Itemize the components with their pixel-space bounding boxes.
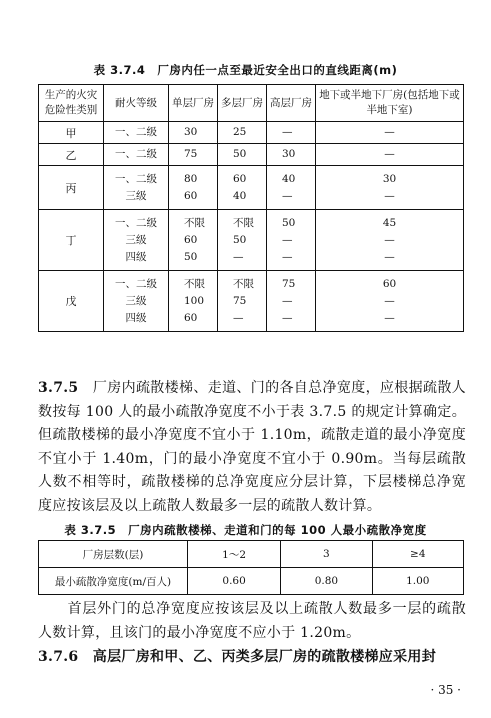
grade-value: 三级 (125, 233, 147, 246)
multi-storey-value: 75 (233, 294, 247, 307)
grade-value: 三级 (125, 294, 147, 307)
table-3-7-4 (38, 84, 464, 332)
hazard-class-cell: 甲 (39, 122, 104, 144)
table-3-7-5-caption: 表 3.7.5 厂房内疏散楼梯、走道和门的每 100 人最小疏散净宽度 (64, 523, 427, 537)
section-text: 厂房内疏散楼梯、走道、门的各自总净宽度，应根据疏散人数按每 100 人的最小疏散净宽度不小于表 3.7.5 的规定计算确定。但疏散楼梯的最小净宽度不宜小于 1.10m，疏散走道的最小净宽度不宜小于 1.40m，门的最小净宽度不宜小于 0.90m。当每层疏散人数不相等时，疏散楼梯的总净宽度应分层计算，下层楼梯总净宽度应按该层及以上疏散人数最多一层的疏散人数计算。 (38, 380, 466, 514)
value-floors-3: 0.80 (281, 568, 372, 595)
section-text: 高层厂房和甲、乙、丙类多层厂房的疏散楼梯应采用封 (92, 649, 436, 665)
single-storey-value: 不限 (184, 277, 205, 290)
table-3-7-5 (38, 540, 464, 595)
table-3-7-4-body (39, 122, 464, 332)
high-rise-value: 50 (282, 216, 296, 229)
underground-value: — (384, 250, 395, 263)
header-fire-grade: 耐火等级 (104, 85, 169, 122)
hazard-class-cell: 乙 (39, 144, 104, 166)
high-rise-cell (267, 166, 316, 210)
table-row (39, 541, 464, 568)
high-rise-value: — (282, 250, 293, 263)
header-floors: 厂房层数(层) (39, 541, 188, 568)
single-storey-cell (169, 144, 218, 166)
single-storey-cell (169, 122, 218, 144)
col-floors-4plus: ≥4 (372, 541, 463, 568)
high-rise-cell (267, 271, 316, 332)
multi-storey-value: 60 (233, 172, 247, 185)
underground-cell (316, 166, 464, 210)
multi-storey-value: 50 (233, 233, 247, 246)
table-row (39, 271, 464, 332)
table-row (39, 210, 464, 271)
grade-value: 一、二级 (115, 277, 157, 290)
grade-value: 四级 (125, 311, 147, 324)
table-row (39, 166, 464, 210)
section-number: 3.7.6 (38, 649, 79, 665)
high-rise-value: — (282, 233, 293, 246)
single-storey-cell (169, 271, 218, 332)
multi-storey-value: — (233, 311, 244, 324)
underground-cell (316, 271, 464, 332)
single-storey-cell (169, 166, 218, 210)
grade-value: 三级 (125, 189, 147, 202)
underground-cell (316, 144, 464, 166)
col-floors-3: 3 (281, 541, 372, 568)
single-storey-value: 100 (184, 294, 205, 307)
underground-value: — (384, 311, 395, 324)
header-high-rise: 高层厂房 (267, 85, 316, 122)
row-min-width-label: 最小疏散净宽度(m/百人) (39, 568, 188, 595)
section-3-7-5 (38, 377, 466, 518)
underground-value: — (384, 294, 395, 307)
single-storey-value: 60 (184, 233, 198, 246)
paragraph-ground-floor-exit (38, 598, 466, 645)
header-multi-storey: 多层厂房 (218, 85, 267, 122)
grade-cell (104, 210, 169, 271)
hazard-class-cell: 丙 (39, 166, 104, 210)
high-rise-cell (267, 144, 316, 166)
table-row (39, 568, 464, 595)
multi-storey-cell (218, 122, 267, 144)
table-row (39, 144, 464, 166)
single-storey-cell (169, 210, 218, 271)
underground-value: 60 (382, 277, 397, 290)
header-single-storey: 单层厂房 (169, 85, 218, 122)
single-storey-value: 60 (184, 311, 198, 324)
multi-storey-cell (218, 144, 267, 166)
grade-cell (104, 122, 169, 144)
multi-storey-value: 50 (233, 148, 247, 160)
underground-cell (316, 210, 464, 271)
high-rise-value: 40 (282, 172, 296, 185)
header-underground: 地下或半地下厂房(包括地下或半地下室) (316, 85, 464, 122)
high-rise-value: 30 (282, 148, 296, 160)
value-floors-1-2: 0.60 (188, 568, 281, 595)
single-storey-value: 30 (184, 126, 198, 138)
high-rise-value: — (282, 126, 293, 138)
underground-value: 45 (382, 216, 397, 229)
multi-storey-cell (218, 210, 267, 271)
hazard-class-cell: 丁 (39, 210, 104, 271)
multi-storey-cell (218, 271, 267, 332)
grade-value: 一、二级 (115, 172, 157, 185)
single-storey-value: 80 (184, 172, 198, 185)
grade-cell (104, 144, 169, 166)
single-storey-value: 60 (184, 189, 198, 202)
hazard-class-cell: 戊 (39, 271, 104, 332)
col-floors-1-2: 1～2 (188, 541, 281, 568)
grade-value: 四级 (125, 250, 147, 263)
high-rise-value: 75 (282, 277, 296, 290)
table-3-7-4-caption: 表 3.7.4 厂房内任一点至最近安全出口的直线距离(m) (93, 63, 398, 77)
high-rise-value: — (282, 311, 293, 324)
underground-value: — (384, 148, 395, 160)
grade-cell (104, 166, 169, 210)
paragraph-text: 首层外门的总净宽度应按该层及以上疏散人数最多一层的疏散人数计算，且该门的最小净宽度不应小于 1.20m。 (38, 601, 466, 641)
grade-value: 一、二级 (115, 148, 157, 160)
high-rise-value: — (282, 294, 293, 307)
multi-storey-value: 不限 (233, 216, 254, 229)
underground-value: — (384, 233, 395, 246)
high-rise-cell (267, 122, 316, 144)
underground-value: 30 (382, 172, 397, 185)
high-rise-cell (267, 210, 316, 271)
multi-storey-value: 25 (233, 126, 247, 138)
header-hazard-class: 生产的火灾危险性类别 (39, 85, 104, 122)
multi-storey-value: 40 (233, 189, 247, 202)
underground-value: — (384, 189, 395, 202)
multi-storey-cell (218, 166, 267, 210)
table-header-row (39, 85, 464, 122)
section-3-7-6 (38, 646, 466, 670)
grade-value: 一、二级 (115, 126, 157, 138)
value-floors-4plus: 1.00 (372, 568, 463, 595)
table-row (39, 122, 464, 144)
single-storey-value: 75 (184, 148, 198, 160)
page-number: · 35 · (430, 683, 461, 697)
underground-value: — (384, 126, 395, 138)
grade-cell (104, 271, 169, 332)
grade-value: 一、二级 (115, 216, 157, 229)
section-number: 3.7.5 (38, 380, 79, 396)
single-storey-value: 50 (184, 250, 198, 263)
multi-storey-value: 不限 (233, 277, 254, 290)
high-rise-value: — (282, 189, 293, 202)
single-storey-value: 不限 (184, 216, 205, 229)
underground-cell (316, 122, 464, 144)
multi-storey-value: — (233, 250, 244, 263)
